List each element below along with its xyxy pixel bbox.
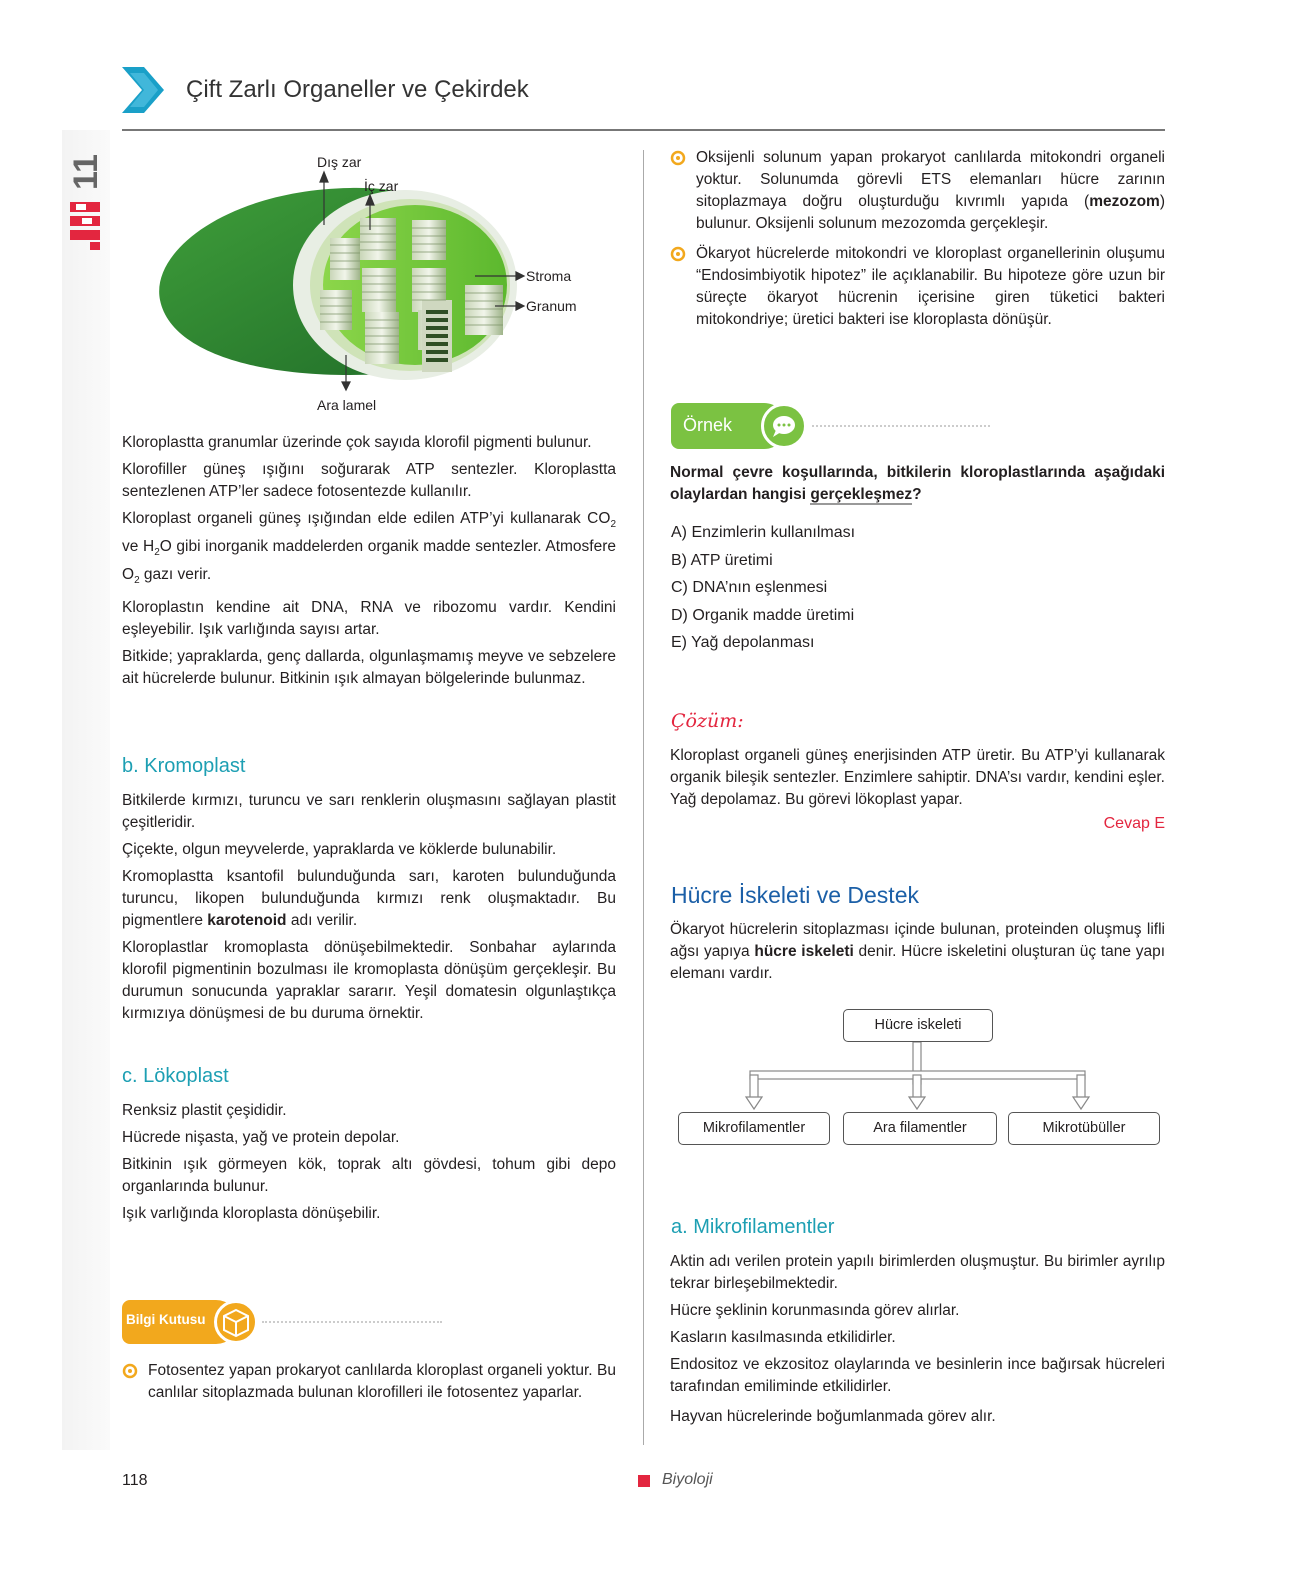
label-stroma: Stroma bbox=[526, 268, 572, 284]
question-text: Normal çevre koşullarında, bitkilerin kloroplastlarında aşağıdaki olaylardan hangisi gerçekleşmez? bbox=[670, 464, 1165, 503]
page-title: Çift Zarlı Organeller ve Çekirdek bbox=[186, 76, 529, 103]
para-bitkide: Bitkide; yapraklarda, genç dallarda, olgunlaşmamış meyve ve sebzelere ait hücrelerde bulunur. Bitkinin ışık almayan bölgelerinde bulunmaz. bbox=[122, 648, 616, 688]
bullet-endosimbiyotik: Ökaryot hücrelerde mitokondri ve kloroplast organellerinin oluşumu “Endosimbiyotik hipotez” ile açıklanabilir. Bu hipoteze göre uzun bir süreçte ökaryot hücrenin içerisine giren tüketici bakteri mitokondriye; üretici bakteri ise kloroplasta dönüşür. bbox=[670, 243, 1165, 331]
side-grade-text: 11 bbox=[67, 154, 105, 190]
lokoplast-body bbox=[122, 1100, 616, 1230]
para-atp: Kloroplast organeli güneş ışığından elde edilen ATP’yi kullanarak $CO_2$ ve $H_2O$ gibi inorganik maddelerden organik madde sentezler. Atmosfere $O_2$ gazı verir. bbox=[122, 510, 616, 587]
chloroplast-diagram bbox=[150, 150, 620, 420]
side-grade bbox=[68, 150, 104, 194]
tree-child-mikrofilament: Mikrofilamentler bbox=[678, 1112, 830, 1145]
para-loko-4: Işık varlığında kloroplasta dönüşebilir. bbox=[122, 1205, 381, 1222]
para-kromo-3: Kromoplastta ksantofil bulunduğunda sarı, karoten bulunduğunda turuncu, likopen bulunduğunda kırmızı renk oluşmaktadır. Bu pigmentlere karotenoid adı verilir. bbox=[122, 868, 616, 929]
side-brand-logo bbox=[68, 200, 104, 252]
bilgi-dots bbox=[262, 1321, 442, 1323]
tree-root-box: Hücre iskeleti bbox=[843, 1009, 993, 1042]
bilgi-text: Fotosentez yapan prokaryot canlılarda kloroplast organeli yoktur. Bu canlılar sitoplazmada bulunan klorofilleri ile fotosentez yaparlar. bbox=[148, 1362, 616, 1401]
cevap-text: Cevap E bbox=[1103, 815, 1165, 832]
label-dis-zar: Dış zar bbox=[317, 154, 362, 170]
para-kromo-1: Bitkilerde kırmızı, turuncu ve sarı renklerin oluşmasını sağlayan plastit çeşitleridir. bbox=[122, 792, 616, 831]
bilgi-kutusu-badge bbox=[122, 1300, 258, 1344]
label-ara-lamel: Ara lamel bbox=[317, 397, 377, 413]
heading-kromoplast: b. Kromoplast bbox=[122, 755, 246, 777]
side-strip bbox=[62, 130, 110, 1450]
para-loko-1: Renksiz plastit çeşididir. bbox=[122, 1102, 287, 1119]
left-intro bbox=[122, 432, 616, 695]
para-mikro-5: Hayvan hücrelerinde boğumlanmada görev alır. bbox=[670, 1408, 996, 1425]
para-kromo-2: Çiçekte, olgun meyvelerde, yapraklarda ve köklerde bulunabilir. bbox=[122, 841, 557, 858]
ornek-badge bbox=[671, 403, 807, 449]
info-box-icon bbox=[214, 1300, 258, 1344]
label-granum: Granum bbox=[526, 298, 577, 314]
hucre-iskeleti-text: Ökaryot hücrelerin sitoplazması içinde bulunan, proteinden oluşmuş lifli ağsı yapıya hücre iskeleti denir. Hücre iskeletini oluşturan üç tane yapı elemanı vardır. bbox=[670, 921, 1166, 982]
bilgi-kutusu-label: Bilgi Kutusu bbox=[126, 1312, 206, 1327]
option-a[interactable]: A) Enzimlerin kullanılması bbox=[671, 524, 856, 541]
right-bullets bbox=[670, 147, 1165, 339]
tree-child-mikrotubul: Mikrotübüller bbox=[1008, 1112, 1160, 1145]
mikrofilament-body bbox=[670, 1251, 1165, 1433]
option-b[interactable]: B) ATP üretimi bbox=[671, 551, 773, 569]
column-divider bbox=[643, 150, 644, 1445]
footer-subject: Biyoloji bbox=[662, 1471, 713, 1488]
chat-bubble-icon bbox=[761, 403, 807, 449]
para-mikro-1: Aktin adı verilen protein yapılı birimlerden oluşmuştur. Bu birimler ayrılıp tekrar birleşebilmektedir. bbox=[670, 1253, 1165, 1292]
para-granum: Kloroplastta granumlar üzerinde çok sayıda klorofil pigmenti bulunur. bbox=[122, 434, 592, 451]
para-dna: Kloroplastın kendine ait DNA, RNA ve ribozomu vardır. Kendini eşleyebilir. Işık varlığında sayısı artar. bbox=[122, 599, 616, 639]
para-loko-3: Bitkinin ışık görmeyen kök, toprak altı gövdesi, tohum gibi depo organlarında bulunur. bbox=[122, 1156, 616, 1195]
bullet-icon bbox=[670, 246, 696, 262]
para-mikro-2: Hücre şeklinin korunmasında görev alırlar. bbox=[670, 1302, 960, 1319]
bilgi-bullet bbox=[122, 1360, 616, 1404]
para-klorofil: Klorofiller güneş ışığını soğurarak ATP sentezler. Kloroplastta sentezlenen ATP’ler sadece fotosentezde kullanılır. bbox=[122, 461, 616, 500]
option-d[interactable]: D) Organik madde üretimi bbox=[671, 606, 855, 624]
para-mikro-3: Kasların kasılmasında etkilidirler. bbox=[670, 1329, 896, 1346]
bullet-mezozom: Oksijenli solunum yapan prokaryot canlılarda mitokondri organeli yoktur. Solunumda görevli ETS elemanları hücre zarının sitoplazmaya doğru oluşturduğu kıvrımlı yapıda (mezozom) bulunur. Oksijenli solunum mezozomda gerçekleşir. bbox=[670, 147, 1165, 235]
chevron-logo-icon bbox=[122, 67, 164, 113]
heading-mikrofilamentler: a. Mikrofilamentler bbox=[671, 1216, 835, 1238]
para-loko-2: Hücrede nişasta, yağ ve protein depolar. bbox=[122, 1129, 400, 1146]
page-number: 118 bbox=[122, 1472, 148, 1489]
heading-hucre-iskeleti: Hücre İskeleti ve Destek bbox=[671, 882, 919, 908]
answer-options bbox=[671, 519, 855, 657]
cozum-label: Çözüm: bbox=[671, 710, 744, 732]
tree-child-ara-filament: Ara filamentler bbox=[843, 1112, 997, 1145]
kromoplast-body bbox=[122, 790, 616, 1030]
para-kromo-4: Kloroplastlar kromoplasta dönüşebilmektedir. Sonbahar aylarında klorofil pigmentinin bozulması ile kromoplasta dönüşüm gerçekleşir. Bu durumun sonucunda yapraklar sararır. Yeşil domatesin olgunlaştıkça kırmızıya dönüşmesi de bu duruma örnektir. bbox=[122, 939, 616, 1022]
footer-square-icon bbox=[638, 1475, 650, 1487]
bullet-icon bbox=[122, 1363, 148, 1379]
ornek-label: Örnek bbox=[683, 415, 733, 435]
header-divider bbox=[122, 129, 1165, 131]
bullet-icon bbox=[670, 150, 696, 166]
option-e[interactable]: E) Yağ depolanması bbox=[671, 634, 815, 651]
option-c[interactable]: C) DNA’nın eşlenmesi bbox=[671, 579, 828, 596]
hucre-iskeleti-tree bbox=[670, 1005, 1165, 1150]
label-ic-zar: İç zar bbox=[364, 178, 399, 194]
para-mikro-4: Endositoz ve ekzositoz olaylarında ve besinlerin ince bağırsak hücreleri tarafından emiliminde etkilidirler. bbox=[670, 1356, 1165, 1395]
heading-lokoplast: c. Lökoplast bbox=[122, 1065, 229, 1087]
ornek-dots bbox=[812, 425, 990, 427]
bilgi-body bbox=[122, 1360, 616, 1412]
cozum-text: Kloroplast organeli güneş enerjisinden ATP üretir. Bu ATP’yi kullanarak organik bileşik sentezler. Enzimlere sahiptir. DNA’sı vardır, kendini eşler. Yağ depolamaz. Bu görevi lökoplast yapar. bbox=[670, 747, 1165, 808]
